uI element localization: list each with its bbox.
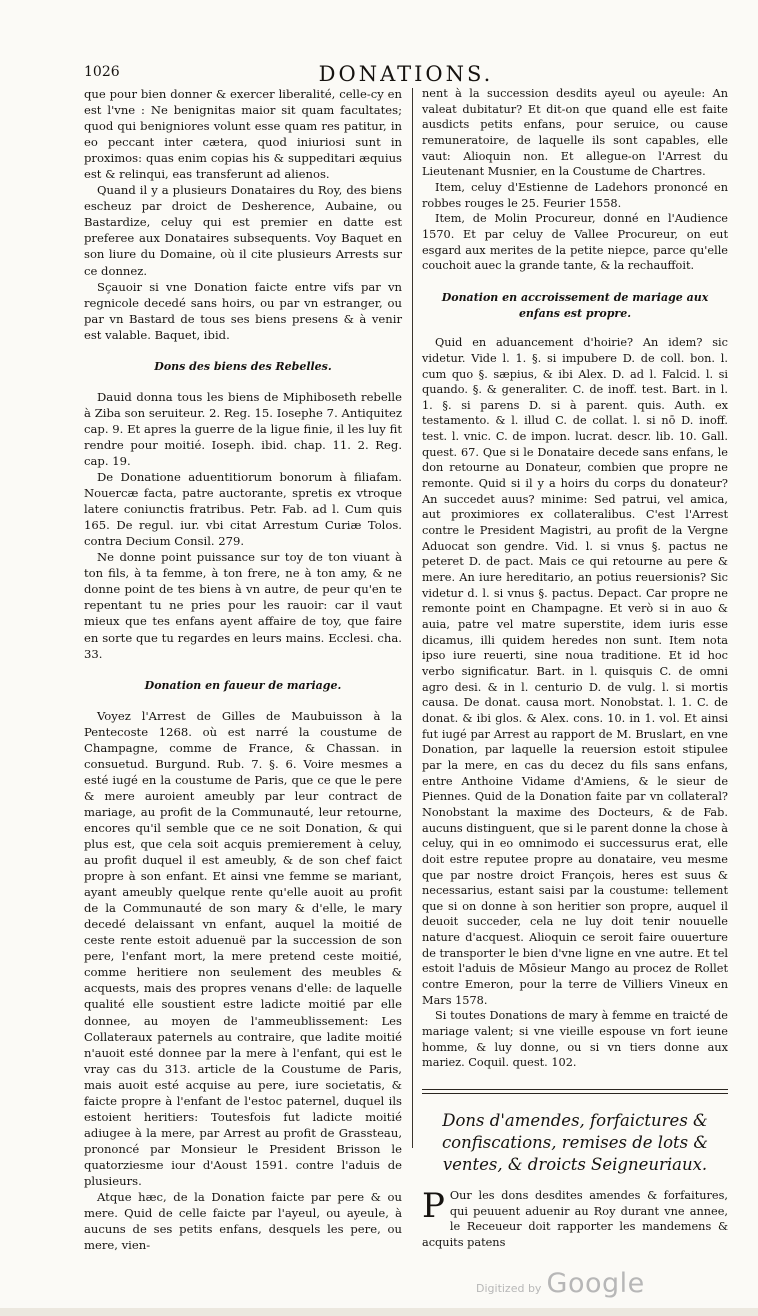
section-heading: Dons des biens des Rebelles. xyxy=(154,359,332,373)
paragraph: nent à la succession desdits ayeul ou ayeule: An valeat dubitatur? Et dit-on que quand elle est faite ausdicts petits enfans, pour seruice, ou cause remuneratoire, de laquelle ils sont capables, elle vaut: Alioquin non. Et allegue-on l'Arrest du Lieutenant Musnier, en la Coustume de Chartres. xyxy=(422,87,728,179)
running-title: DONATIONS. xyxy=(318,62,494,86)
page-number: 1026 xyxy=(84,64,120,80)
paragraph-with-drop-cap xyxy=(422,1188,728,1251)
paragraph: Voyez l'Arrest de Gilles de Maubuisson à la Pentecoste 1268. où est narré la coustume de Champagne, comme de France, & Chassan. in consuetud. Burgund. Rub. 7. §. 6. Voire mesmes a esté iugé en la coustume de Paris, que ce que le pere & mere auroient ameubly par leur contract de mariage, au profit de la Communauté, leur retourne, encores qu'il semble que ce ne soit Donation, & qui plus est, que cela soit acquis premierement à celuy, au profit duquel il est ameubly, & de son chef faict propre à son enfant. Et ainsi vne femme se mariant, ayant ameubly quelque rente qu'elle auoit au profit de la Communauté de son mary & d'elle, le mary decedé delaissant vn enfant, auquel la moitié de ceste rente estoit aduenuë par la succession de son pere, l'enfant mort, la mere pretend ceste moitié, comme heritiere non seulement des meubles & acquests, mais des propres venans d'elle: de laquelle qualité elle soustient estre ladicte moitié par elle donnee, au moyen de l'ammeublissement: Les Collateraux paternels au contraire, que ladite moitié n'auoit esté donnee par la mere à l'enfant, qui est le vray cas du 313. article de la Coustume de Paris, mais auoit esté acquise au pere, iure societatis, & faicte propre à l'enfant de l'estoc paternel, duquel ils estoient heritiers: Toutesfois fut ladicte moitié adiugee à la mere, par Arrest au profit de Grassteau, prononcé par Monsieur le President Brisson le quatorziesme iour d'Aoust 1591. contre l'aduis de plusieurs. xyxy=(84,708,402,1188)
paragraph: Quid en aduancement d'hoirie? An idem? sic videtur. Vide l. 1. §. si impubere D. de coll. bon. l. cum quo §. sæpius, & ibi Alex. D. ad l. Falcid. l. si quando. §. & generaliter. C. de inoff. test. Bart. in l. 1. §. si parens D. si à parent. quis. Auth. ex testamento. & l. illud C. de collat. l. si nō D. inoff. test. l. vnic. C. de impon. lucrat. descr. lib. 10. Gall. quest. 67. Que si le Donataire decede sans enfans, le don retourne au Donateur, combien que propre ne remonte. Quid si il y a hoirs du corps du donateur? An succedet auus? minime: Sed patrui, vel amica, aut proximiores ex collateralibus. C'est l'Arrest contre le President Magistri, au profit de la Vergne Aduocat son gendre. Vid. l. si vnus §. pactus ne peteret D. de pact. Mais ce qui retourne au pere & mere. An iure hereditario, an potius reuersionis? Sic videtur d. l. si vnus §. pactus. Depact. Car propre ne remonte point en Champagne. Et verò si in auo & auia, patre vel matre superstite, idem iuris esse dicamus, illi quidem heredes non sunt. Item nota ipso iure reuerti, sine noua traditione. Et id hoc verbo significatur. Bart. in l. quisquis C. de omni agro desi. & in l. centurio D. de vulg. l. si mortis causa. De donat. causa mort. Nonobstat. l. 1. C. de donat. & ibi glos. & Alex. cons. 10. in 1. vol. Et ainsi fut iugé par Arrest au rapport de M. Bruslart, en vne Donation, par laquelle la reuersion estoit stipulee par la mere, en cas du decez du fils sans enfans, entre Anthoine Vidame d'Amiens, & le sieur de Piennes. Quid de la Donation faite par vn collateral? Nonobstant la maxime des Docteurs, & de Fab. aucuns distinguent, que si le parent donne la chose à celuy, qui in eo omnimodo ei successurus erat, elle doit estre reputee propre au donataire, veu mesme que par nostre droict François, heres est suus & necessarius, estant saisi par la coustume: tellement que si on donne à son heritier son propre, auquel il deuoit succeder, cela ne luy doit tenir nouuelle nature d'acquest. Alioquin ce seroit faire ouuerture de transporter le bien d'vne ligne en vne autre. Et tel estoit l'aduis de Mōsieur Mango au procez de Rollet contre Emeron, pour la terre de Villiers Vineux en Mars 1578. xyxy=(422,336,728,1007)
google-logo: Google xyxy=(546,1268,645,1299)
paragraph: Si toutes Donations de mary à femme en traicté de mariage valent; si vne vieille espouse vn fort ieune homme, & luy donne, ou si vn tiers donne aux mariez. Coquil. quest. 102. xyxy=(422,1009,728,1070)
watermark-prefix: Digitized by xyxy=(476,1282,542,1295)
left-column xyxy=(84,86,402,1253)
paragraph: Item, celuy d'Estienne de Ladehors prononcé en robbes rouges le 25. Feurier 1558. xyxy=(422,180,728,210)
thin-rule xyxy=(422,1089,728,1090)
thick-rule xyxy=(422,1093,728,1094)
paragraph: Sçauoir si vne Donation faicte entre vifs par vn regnicole decedé sans hoirs, ou par vn estranger, ou par vn Bastard de tous ses biens presens & à venir est valable. Baquet, ibid. xyxy=(84,279,402,342)
paragraph: De Donatione aduentitiorum bonorum à filiafam. Nouercæ facta, patre auctorante, spretis ex vtroque latere coniunctis fratribus. Petr. Fab. ad l. Cum quis 165. De regul. iur. vbi citat Arrestum Curiæ Tolos. contra Decium Consil. 279. xyxy=(84,470,402,549)
drop-cap: P xyxy=(422,1186,445,1227)
digitized-by-google-watermark xyxy=(476,1268,645,1299)
paragraph: Item, de Molin Procureur, donné en l'Audience 1570. Et par celuy de Vallee Procureur, on eut esgard aux merites de la petite niepce, parce qu'elle couchoit auec la grande tante, & la rechauffoit. xyxy=(422,212,728,273)
major-heading: Dons d'amendes, forfaictures & confiscations, remises de lots & ventes, & droicts Seigneuriaux. xyxy=(441,1111,709,1175)
running-header xyxy=(84,62,728,86)
page-edge xyxy=(0,1308,758,1316)
paragraph: Quand il y a plusieurs Donataires du Roy, des biens escheuz par droict de Desherence, Aubaine, ou Bastardize, celuy qui est premier en datte est preferee aux Donataires subsequents. Voy Baquet en son liure du Domaine, où il cite plusieurs Arrests sur ce donnez. xyxy=(84,183,402,278)
paragraph: que pour bien donner & exercer liberalité, celle-cy en est l'vne : Ne benignitas maior sit quam facultates; quod qui benigniores volunt esse quam res patitur, in eo peccant inter cætera, quod iniuriosi sunt in proximos: quas enim copias his & suppeditari æquius est & relinqui, eas transferunt ad alienos. xyxy=(84,87,402,182)
section-heading: Donation en faueur de mariage. xyxy=(144,678,342,692)
column-divider xyxy=(412,88,413,1148)
paragraph-text: Our les dons desdites amendes & forfaitures, qui peuuent aduenir au Roy durant vne annee, le Receueur doit rapporter les mandemens & acquits patens xyxy=(422,1189,728,1249)
section-heading: Donation en accroissement de mariage aux enfans est propre. xyxy=(441,290,709,320)
paragraph: Dauid donna tous les biens de Miphiboseth rebelle à Ziba son seruiteur. 2. Reg. 15. Iosephe 7. Antiquitez cap. 9. Et apres la guerre de la ligue finie, il les luy fit rendre pour moitié. Ioseph. ibid. chap. 11. 2. Reg. cap. 19. xyxy=(84,389,402,468)
right-column xyxy=(422,86,728,1251)
paragraph: Atque hæc, de la Donation faicte par pere & ou mere. Quid de celle faicte par l'ayeul, ou ayeule, à aucuns de ses petits enfans, desquels les pere, ou mere, vien- xyxy=(84,1190,402,1253)
paragraph: Ne donne point puissance sur toy de ton viuant à ton fils, à ta femme, à ton frere, ne à ton amy, & ne donne point de tes biens à vn autre, de peur qu'en te repentant tu ne pries pour les rauoir: car il vaut mieux que tes enfans ayent affaire de toy, que faire en sorte que tu regardes en leurs mains. Ecclesi. cha. 33. xyxy=(84,550,402,661)
section-rule xyxy=(422,1089,728,1094)
